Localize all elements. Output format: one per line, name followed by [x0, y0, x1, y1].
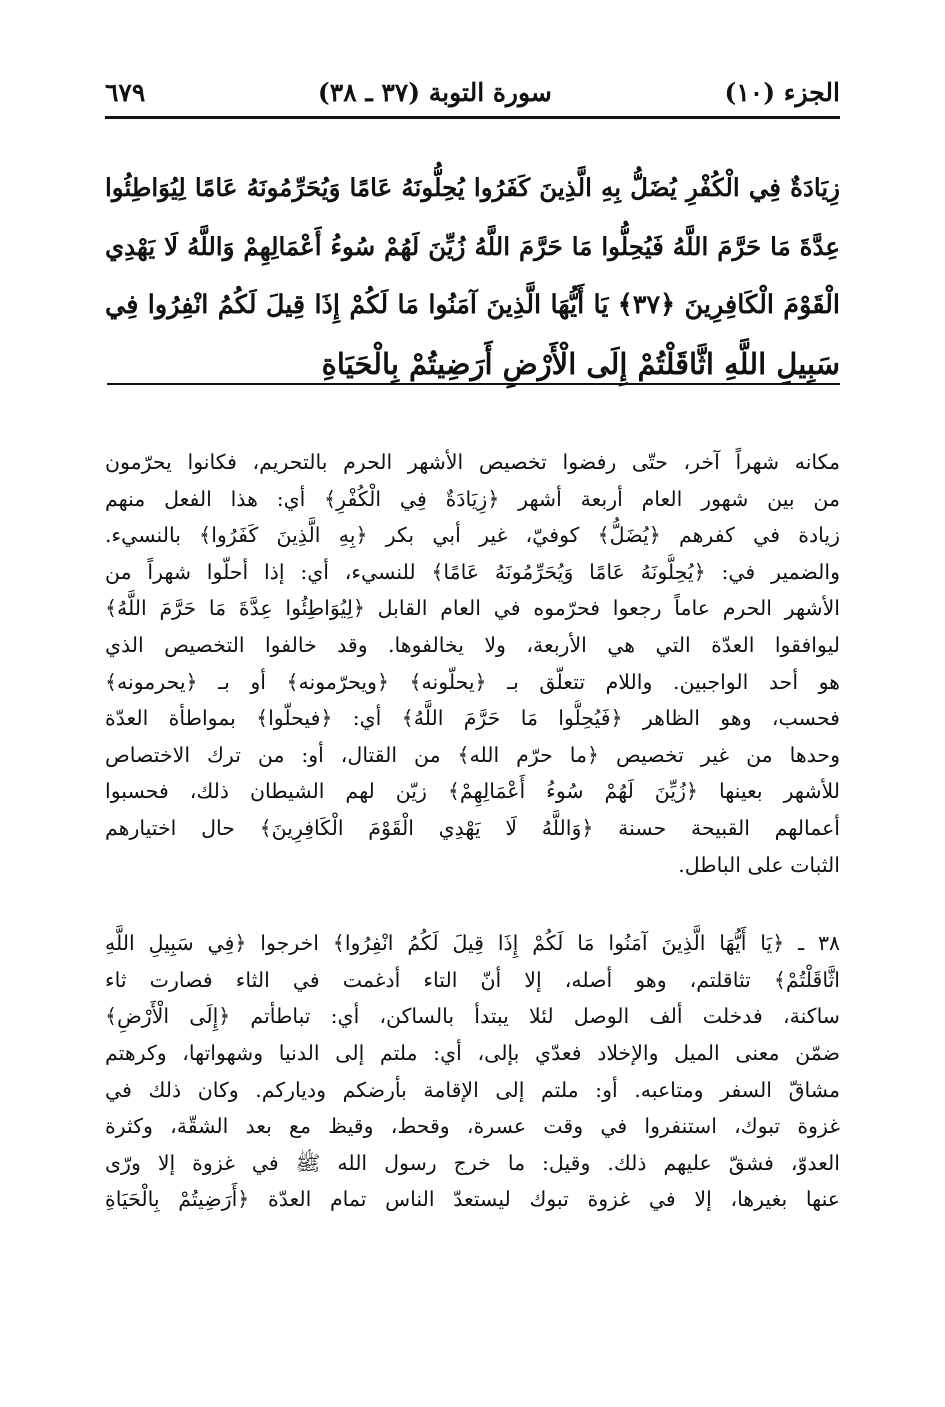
commentary-line: الثبات على الباطل.: [678, 852, 840, 877]
commentary-line: عنها بغيرها، إلا في غزوة تبوك ليستعدّ الناس تمام العدّة ﴿أَرَضِيتُمْ بِالْحَيَاةِ: [105, 1187, 840, 1212]
verses-divider: [107, 383, 840, 385]
commentary-line: وحدها من غير تخصيص ﴿ما حرّم الله﴾ من القتال، أو: من ترك الاختصاص: [105, 742, 840, 767]
commentary-line: ساكنة، فدخلت ألف الوصل لئلا يبتدأ بالساكن، أي: تباطأتم ﴿إِلَى الْأَرْضِ﴾: [105, 1004, 840, 1029]
page-header: [105, 70, 840, 114]
page-number: ٦٧٩: [105, 77, 146, 107]
commentary-verse-38: [105, 925, 840, 1218]
commentary-line: والضمير في: ﴿يُحِلُّونَهُ عَامًا وَيُحَرِّمُونَهُ عَامًا﴾ للنسيء، أي: إذا أحلّوا شهراً من: [105, 559, 840, 584]
commentary-line: العدوّ، فشقّ عليهم ذلك. وقيل: ما خرج رسول الله ﷺ في غزوة إلا ورّى: [105, 1150, 840, 1175]
commentary-line: هو أحد الواجبين. واللام تتعلّق بـ ﴿يحلّونه﴾ ﴿ويحرّمونه﴾ أو بـ ﴿يحرمونه﴾: [105, 669, 840, 694]
commentary-line: أعمالهم القبيحة حسنة ﴿وَاللَّهُ لَا يَهْدِي الْقَوْمَ الْكَافِرِينَ﴾ حال اختيارهم: [105, 815, 840, 840]
paragraph-gap: [105, 883, 840, 925]
commentary-verse-37: [105, 444, 840, 883]
commentary-line: مكانه شهراً آخر، حتّى رفضوا تخصيص الأشهر الحرم بالتحريم، فكانوا يحرّمون: [105, 450, 840, 474]
juz-label: الجزء (١٠): [724, 77, 840, 107]
commentary-body: [105, 444, 840, 1218]
quran-verses-block: [105, 158, 840, 394]
commentary-line: اثَّاقَلْتُمْ﴾ تثاقلتم، وهو أصله، إلا أنّ التاء أدغمت في الثاء فصارت ثاء: [105, 967, 840, 992]
commentary-line: للأشهر بعينها ﴿زُيِّنَ لَهُمْ سُوءُ أَعْمَالِهِمْ﴾ زيّن لهم الشيطان ذلك، فحسبوا: [105, 779, 840, 804]
commentary-line: من بين شهور العام أربعة أشهر ﴿زِيَادَةٌ فِي الْكُفْرِ﴾ أي: هذا الفعل منهم: [105, 486, 840, 511]
verse-line: زِيَادَةٌ فِي الْكُفْرِ يُضَلُّ بِهِ الَّذِينَ كَفَرُوا يُحِلُّونَهُ عَامًا وَيُحَرِّمُونَهُ عَامًا لِيُوَاطِئُوا: [105, 173, 840, 202]
verse-line: سَبِيلِ اللَّهِ اثَّاقَلْتُمْ إِلَى الْأَرْضِ أَرَضِيتُمْ بِالْحَيَاةِ: [321, 347, 840, 381]
commentary-line: ضمّن معنى الميل والإخلاد فعدّي بإلى، أي: ملتم إلى الدنيا وشهواتها، وكرهتم: [105, 1040, 840, 1065]
commentary-line: فحسب، وهو الظاهر ﴿فَيُحِلُّوا مَا حَرَّمَ اللَّهُ﴾ أي: ﴿فيحلّوا﴾ بمواطأة العدّة: [105, 706, 840, 731]
commentary-line: غزوة تبوك، استنفروا في وقت عسرة، وقحط، وقيظ مع بعد الشقّة، وكثرة: [105, 1114, 840, 1139]
commentary-line: الأشهر الحرم عاماً رجعوا فحرّموه في العام القابل ﴿لِيُوَاطِئُوا عِدَّةَ مَا حَرَّمَ اللَّهُ﴾: [105, 596, 840, 621]
commentary-line: ٣٨ ـ ﴿يَا أَيُّهَا الَّذِينَ آمَنُوا مَا لَكُمْ إِذَا قِيلَ لَكُمُ انْفِرُوا﴾ اخرجوا ﴿فِي سَبِيلِ اللَّهِ: [105, 931, 840, 956]
verse-line: عِدَّةَ مَا حَرَّمَ اللَّهُ فَيُحِلُّوا مَا حَرَّمَ اللَّهُ زُيِّنَ لَهُمْ سُوءُ أَعْمَالِهِمْ وَاللَّهُ لَا يَهْدِي: [105, 232, 840, 261]
commentary-line: زيادة في كفرهم ﴿يُضَلُّ﴾ كوفيّ، غير أبي بكر ﴿بِهِ الَّذِينَ كَفَرُوا﴾ بالنسيء.: [105, 523, 840, 548]
verse-line: الْقَوْمَ الْكَافِرِينَ ﴿٣٧﴾ يَا أَيُّهَا الَّذِينَ آمَنُوا مَا لَكُمْ إِذَا قِيلَ لَكُمُ انْفِرُوا فِي: [105, 290, 840, 320]
commentary-line: ليوافقوا العدّة التي هي الأربعة، ولا يخالفوها. وقد خالفوا التخصيص الذي: [105, 632, 840, 657]
surah-title: سورة التوبة (٣٧ ـ ٣٨): [317, 77, 552, 107]
header-divider: [105, 116, 840, 119]
commentary-line: مشاقّ السفر ومتاعبه. أو: ملتم إلى الإقامة بأرضكم ودياركم. وكان ذلك في: [105, 1077, 840, 1102]
